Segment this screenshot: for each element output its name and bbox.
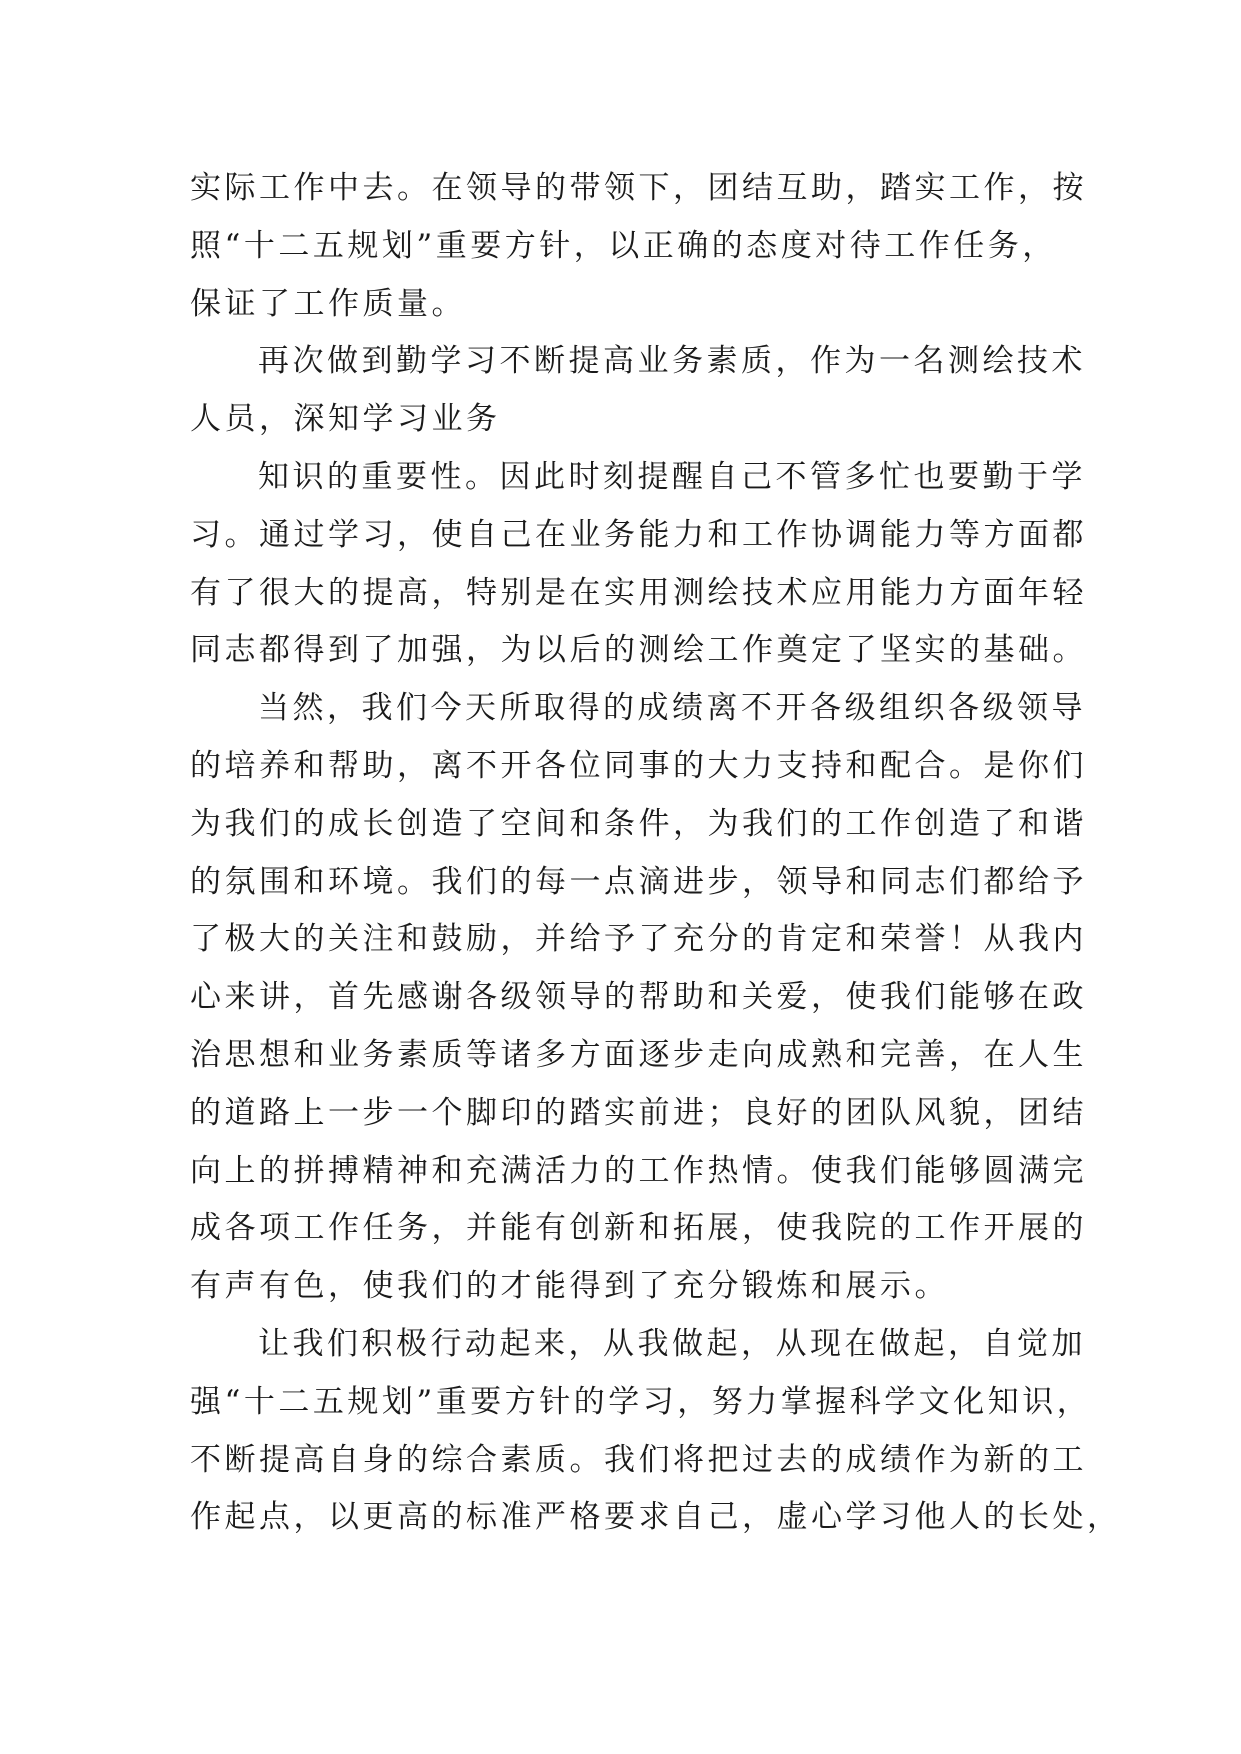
text-line: 治思想和业务素质等诸多方面逐步走向成熟和完善，在人生 — [190, 1036, 1087, 1073]
text-line: 习。通过学习，使自己在业务能力和工作协调能力等方面都 — [190, 516, 1087, 553]
text-line: 心来讲，首先感谢各级领导的帮助和关爱，使我们能够在政 — [190, 979, 1087, 1016]
text-line: 的道路上一步一个脚印的踏实前进；良好的团队风貌，团结 — [190, 1094, 1087, 1131]
text-line: 有了很大的提高，特别是在实用测绘技术应用能力方面年轻 — [190, 574, 1087, 611]
paragraph-start-line: 当然，我们今天所取得的成绩离不开各级组织各级领导 — [258, 690, 1086, 727]
text-line: 的氛围和环境。我们的每一点滴进步，领导和同志们都给予 — [190, 863, 1087, 900]
text-line: 的培养和帮助，离不开各位同事的大力支持和配合。是你们 — [190, 747, 1087, 784]
text-line: 实际工作中去。在领导的带领下，团结互助，踏实工作，按 — [190, 170, 1087, 206]
text-line: 同志都得到了加强，为以后的测绘工作奠定了坚实的基础。 — [190, 632, 1087, 669]
paragraph-start-line: 让我们积极行动起来，从我做起，从现在做起，自觉加 — [258, 1325, 1086, 1362]
text-line: 照“十二五规划”重要方针，以正确的态度对待工作任务， — [190, 227, 1057, 264]
text-line: 了极大的关注和鼓励，并给予了充分的肯定和荣誉！从我内 — [190, 921, 1087, 958]
text-line: 保证了工作质量。 — [190, 285, 466, 322]
paragraph-start-line: 再次做到勤学习不断提高业务素质，作为一名测绘技术 — [258, 343, 1086, 380]
text-line: 不断提高自身的综合素质。我们将把过去的成绩作为新的工 — [190, 1441, 1087, 1478]
text-line: 作起点，以更高的标准严格要求自己，虚心学习他人的长处， — [190, 1499, 1122, 1536]
paragraph-start-line: 知识的重要性。因此时刻提醒自己不管多忙也要勤于学 — [258, 458, 1086, 495]
text-line: 人员，深知学习业务 — [190, 401, 501, 438]
text-line: 有声有色，使我们的才能得到了充分锻炼和展示。 — [190, 1268, 949, 1305]
document-body — [190, 160, 1122, 1547]
text-line: 成各项工作任务，并能有创新和拓展，使我院的工作开展的 — [190, 1210, 1087, 1247]
text-line: 向上的拼搏精神和充满活力的工作热情。使我们能够圆满完 — [190, 1152, 1087, 1189]
text-line: 强“十二五规划”重要方针的学习，努力掌握科学文化知识， — [190, 1383, 1092, 1420]
text-line: 为我们的成长创造了空间和条件，为我们的工作创造了和谐 — [190, 805, 1087, 842]
